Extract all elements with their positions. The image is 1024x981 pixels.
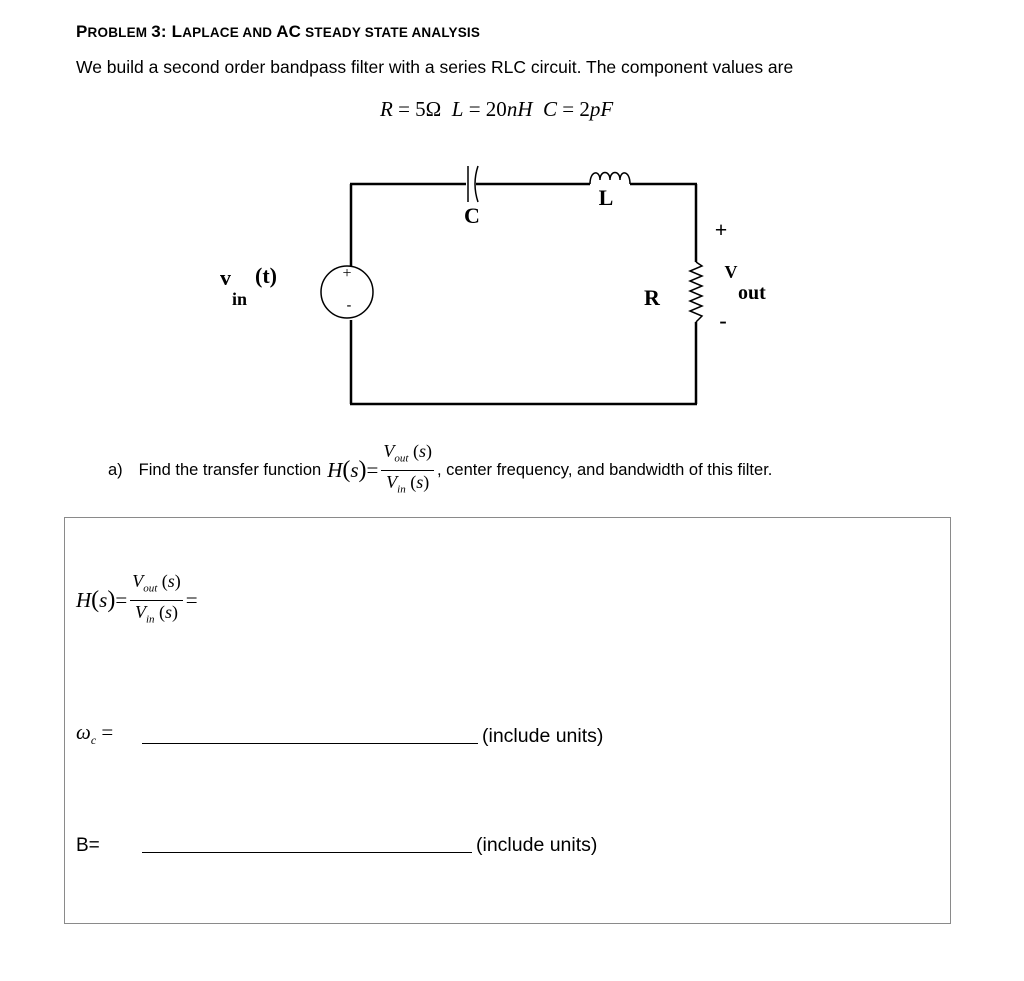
- svg-text:(t): (t): [255, 263, 277, 288]
- center-frequency-label: $\omega_c$ =: [76, 720, 114, 748]
- question-text-continued: , center frequency, and bandwidth of this filter.: [436, 460, 773, 479]
- resistor-label: R: [644, 285, 660, 310]
- answer-transfer-function: H(s)= $\frac{V_{out} (s)}{V_{in} (s)}$ =: [76, 571, 198, 626]
- problem-title: PROBLEM 3: LAPLACE AND AC STEADY STATE ANALYSIS: [76, 22, 481, 41]
- bandwidth-units-note: (include units): [476, 834, 598, 856]
- svg-text:v: v: [220, 265, 231, 290]
- vin-label: [220, 263, 277, 309]
- transfer-function-fraction: $\frac{V_{out} (s)}{V_{in} (s)}$: [383, 441, 432, 496]
- question-prefix: a): [108, 460, 123, 479]
- voltage-source-symbol: [321, 265, 373, 318]
- center-frequency-answer-line[interactable]: [142, 742, 478, 744]
- bandwidth-answer-line[interactable]: [142, 851, 472, 853]
- vout-plus-sign: +: [714, 217, 728, 242]
- question-a: [108, 440, 772, 500]
- inductor-label: L: [598, 185, 614, 210]
- center-frequency-row: [76, 720, 603, 748]
- vout-minus-sign: -: [719, 308, 727, 333]
- svg-text:V: V: [724, 262, 738, 282]
- resistor-symbol: [690, 262, 702, 322]
- capacitor-label: C: [464, 203, 480, 228]
- component-values: R = 5Ω L = 20nH C = 2pF: [380, 97, 614, 121]
- svg-text:in: in: [232, 289, 248, 309]
- source-minus-sign: -: [346, 298, 352, 313]
- center-frequency-units-note: (include units): [482, 725, 604, 748]
- vout-label: [715, 217, 766, 333]
- inductor-symbol: [590, 173, 630, 185]
- svg-text:out: out: [738, 282, 766, 304]
- transfer-function-symbol: H(s)=: [327, 456, 379, 483]
- bandwidth-label: B=: [76, 835, 100, 856]
- bandwidth-row: [76, 834, 597, 857]
- problem-intro: We build a second order bandpass filter with a series RLC circuit. The component values are: [76, 57, 794, 77]
- source-plus-sign: +: [342, 265, 352, 282]
- question-text: Find the transfer function: [138, 460, 322, 479]
